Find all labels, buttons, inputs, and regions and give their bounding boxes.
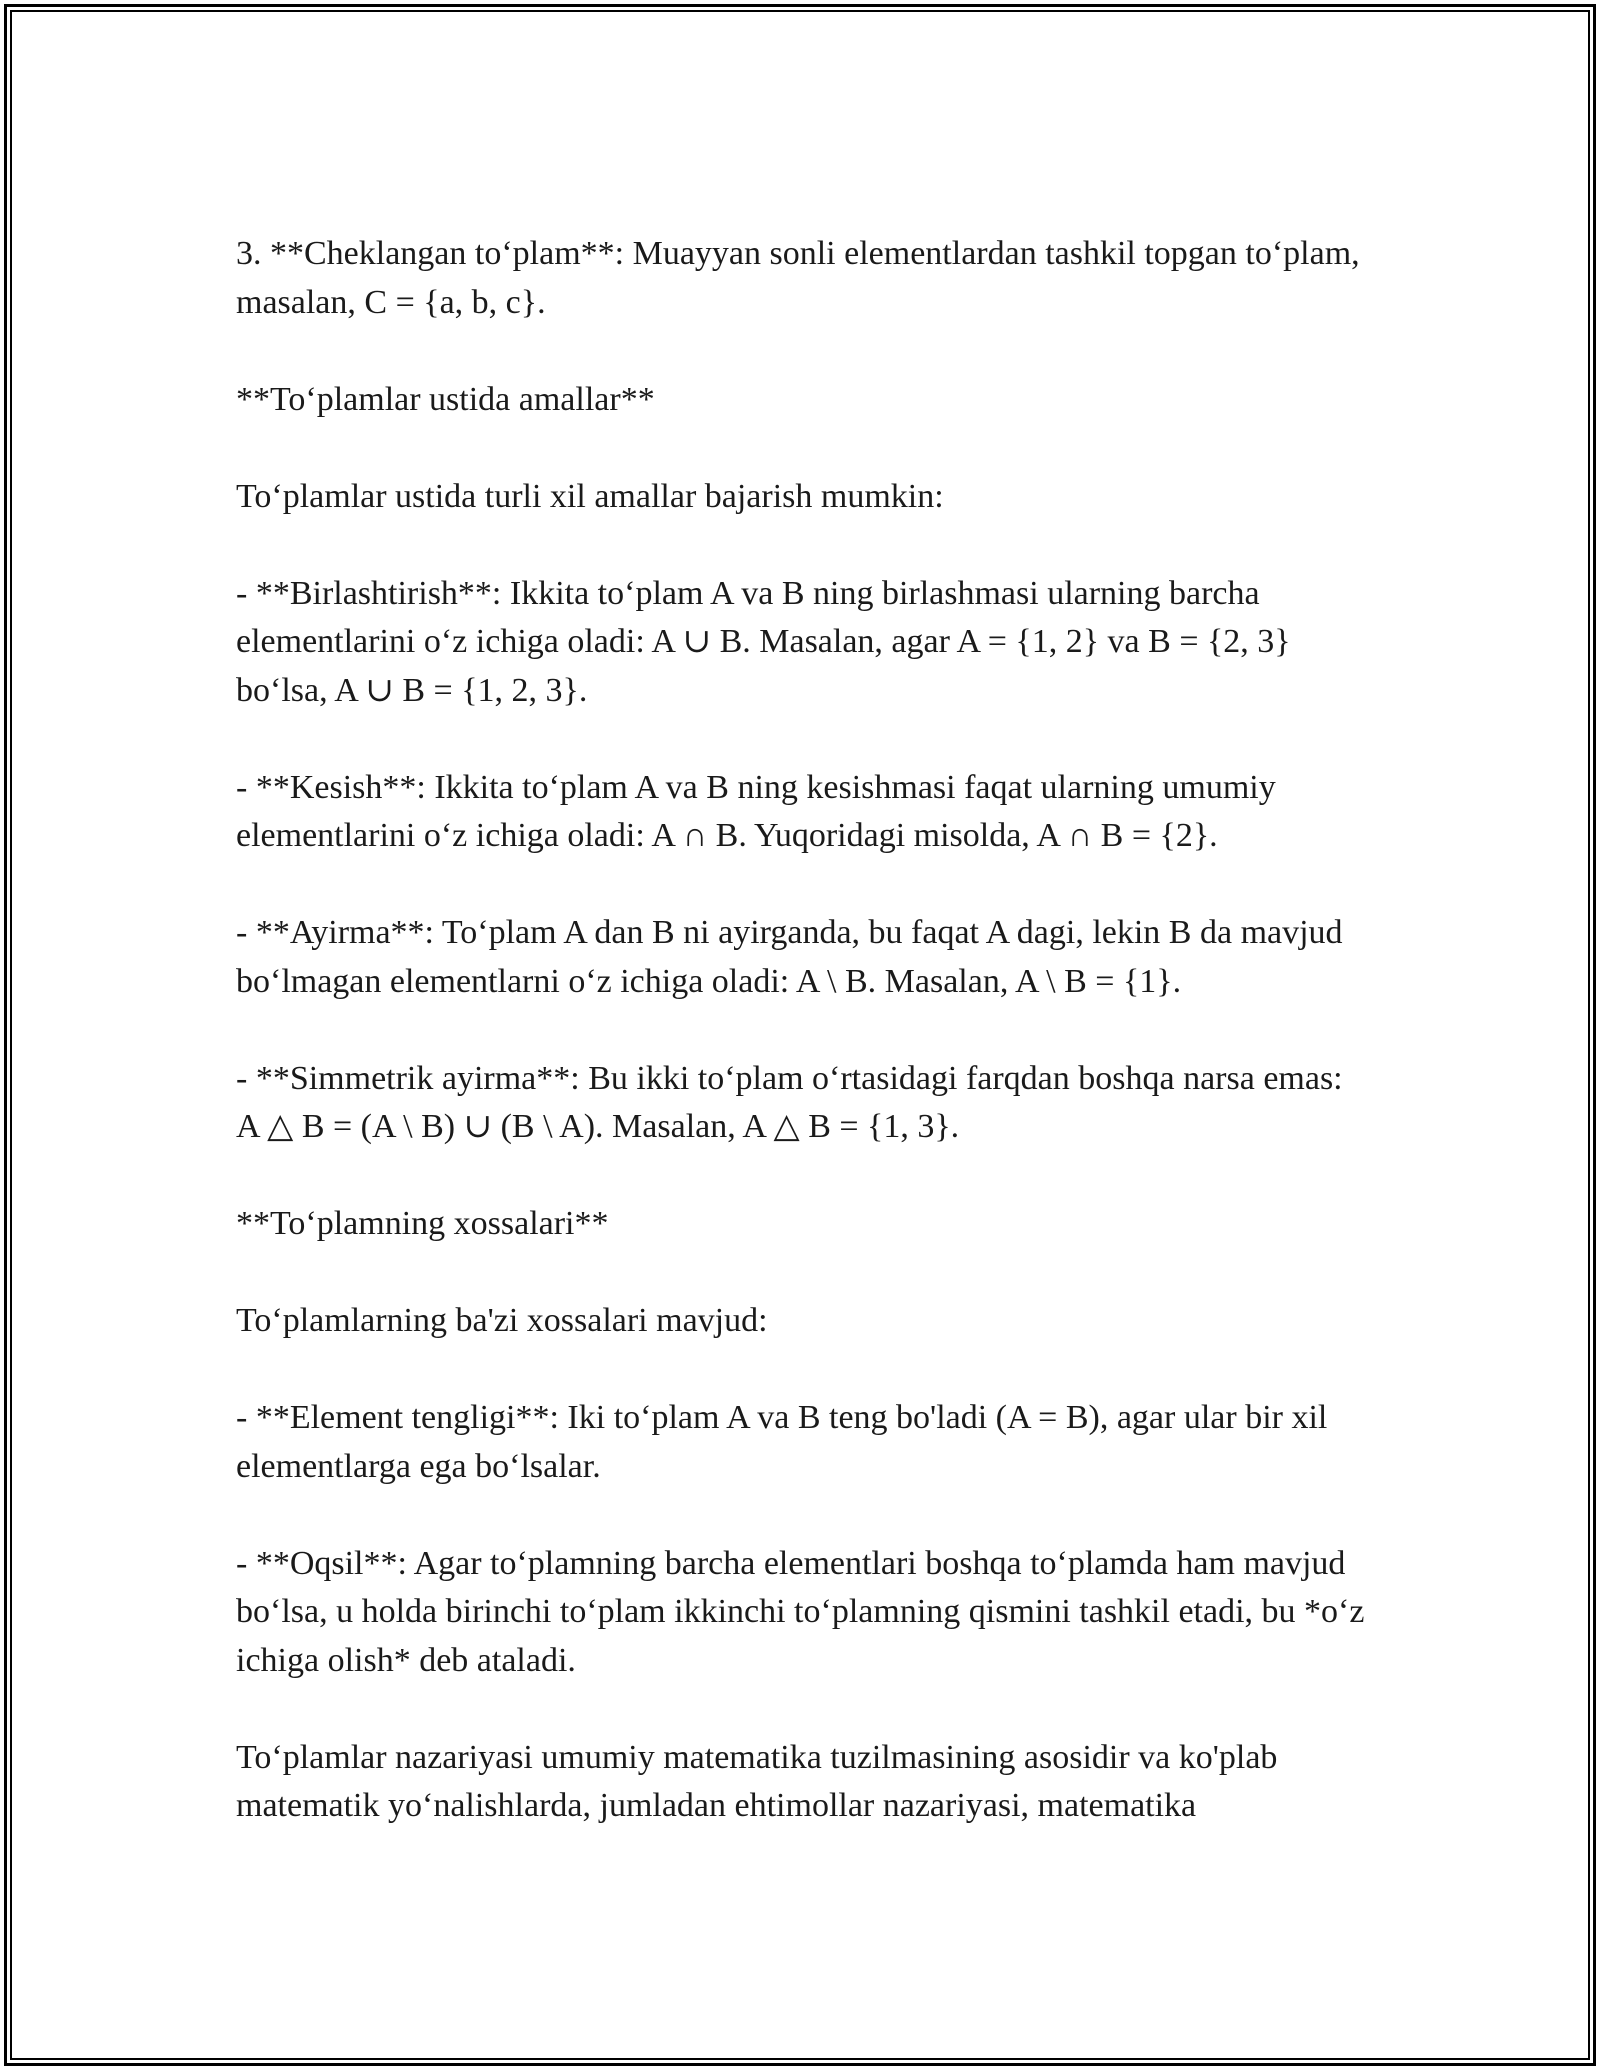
list-item-difference: - **Ayirma**: To‘plam A dan B ni ayirganda, bu faqat A dagi, lekin B da mavjud bo‘lmagan elementlarni o‘z ichiga oladi: A \ B. Masalan, A \ B = {1}. <box>236 914 1343 1000</box>
paragraph-operations-intro: To‘plamlar ustida turli xil amallar bajarish mumkin: <box>236 477 944 515</box>
list-item-subset: - **Oqsil**: Agar to‘plamning barcha elementlari boshqa to‘plamda ham mavjud bo‘lsa, u holda birinchi to‘plam ikkinchi to‘plamning qismini tashkil etadi, bu *o‘z ichiga olish* deb ataladi. <box>236 1544 1365 1679</box>
list-item-element-equality: - **Element tengligi**: Iki to‘plam A va B teng bo'ladi (A = B), agar ular bir xil elementlarga ega bo‘lsalar. <box>236 1399 1328 1485</box>
heading-set-operations: **To‘plamlar ustida amallar** <box>236 380 655 418</box>
paragraph-properties-intro: To‘plamlarning ba'zi xossalari mavjud: <box>236 1302 768 1339</box>
list-item-union: - **Birlashtirish**: Ikkita to‘plam A va B ning birlashmasi ularning barcha elementlarini o‘z ichiga oladi: A ∪ B. Masalan, agar A = {1, 2} va B = {2, 3} bo‘lsa, A ∪ B = {1, 2, 3}. <box>236 574 1291 709</box>
paragraph-finite-set: 3. **Cheklangan to‘plam**: Muayyan sonli elementlardan tashkil topgan to‘plam, masalan, C = {a, b, c}. <box>236 235 1360 321</box>
list-item-symmetric-difference: - **Simmetrik ayirma**: Bu ikki to‘plam o‘rtasidagi farqdan boshqa narsa emas: A △ B = (A \ B) ∪ (B \ A). Masalan, A △ B = {1, 3}. <box>236 1059 1343 1145</box>
paragraph-conclusion: To‘plamlar nazariyasi umumiy matematika tuzilmasining asosidir va ko'plab matematik yo‘nalishlarda, jumladan ehtimollar nazariyasi, matematika <box>236 1738 1278 1824</box>
document-body <box>236 230 1366 1831</box>
heading-set-properties: **To‘plamning xossalari** <box>236 1205 609 1242</box>
list-item-intersection: - **Kesish**: Ikkita to‘plam A va B ning kesishmasi faqat ularning umumiy elementlarini o‘z ichiga oladi: A ∩ B. Yuqoridagi misolda, A ∩ B = {2}. <box>236 768 1276 854</box>
